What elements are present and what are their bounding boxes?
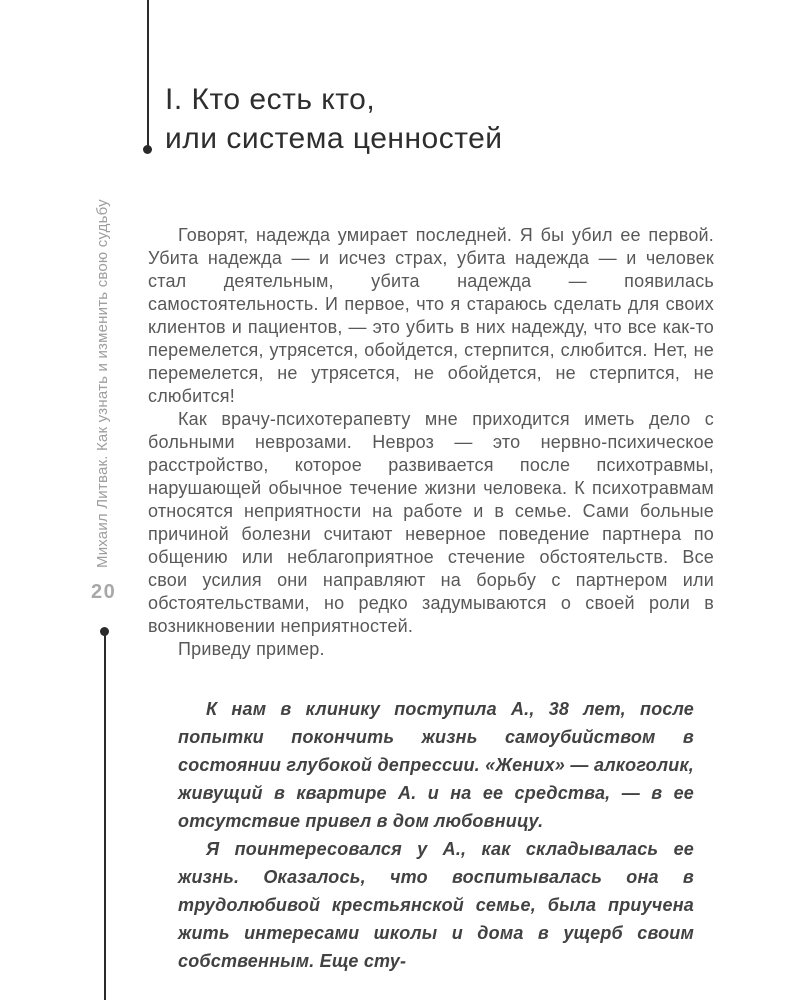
body-text	[148, 224, 714, 975]
chapter-title-line1: I. Кто есть кто,	[165, 83, 376, 116]
chapter-rule-dot	[143, 145, 152, 154]
chapter-rule	[147, 0, 149, 148]
page-number: 20	[91, 581, 117, 603]
body-paragraphs	[148, 224, 714, 661]
body-paragraph: Приведу пример.	[178, 639, 325, 659]
example-paragraph: Я поинтересовался у А., как складывалась ее жизнь. Оказалось, что воспитывалась она в трудолюбивой крестьянской семье, была приучена жить интересами школы и дома в ущерб своим собственным. Еще сту-	[178, 839, 694, 971]
example-block	[148, 695, 714, 975]
chapter-title	[165, 80, 503, 158]
chapter-title-line2: или система ценностей	[165, 122, 503, 155]
spine-book-title: Михаил Литвак. Как узнать и изменить свою судьбу	[94, 199, 111, 568]
footer-rule	[104, 633, 106, 1000]
example-paragraph: К нам в клинику поступила А., 38 лет, после попытки покончить жизнь самоубийством в состоянии глубокой депрессии. «Жених» — алкоголик, живущий в квартире А. и на ее средства, — в ее отсутствие привел в дом любовницу.	[178, 699, 694, 831]
body-paragraph: Говорят, надежда умирает последней. Я бы убил ее первой. Убита надежда — и исчез страх, убита надежда — и человек стал деятельным, убита надежда — появилась самостоятельность. И первое, что я стараюсь сделать для своих клиентов и пациентов, — это убить в них надежду, что все как-то перемелется, утрясется, обойдется, стерпится, слюбится. Нет, не перемелется, не утрясется, не обойдется, не стерпится, не слюбится!	[148, 225, 714, 406]
body-paragraph: Как врачу-психотерапевту мне приходится иметь дело с больными неврозами. Невроз — это нервно-психическое расстройство, которое развивается после психотравмы, нарушающей обычное течение жизни человека. К психотравмам относятся неприятности на работе и в семье. Сами больные причиной болезни считают неверное поведение партнера по общению или неблагоприятное стечение обстоятельств. Все свои усилия они направляют на борьбу с партнером или обстоятельствами, но редко задумываются о своей роли в возникновении неприятностей.	[148, 409, 714, 636]
